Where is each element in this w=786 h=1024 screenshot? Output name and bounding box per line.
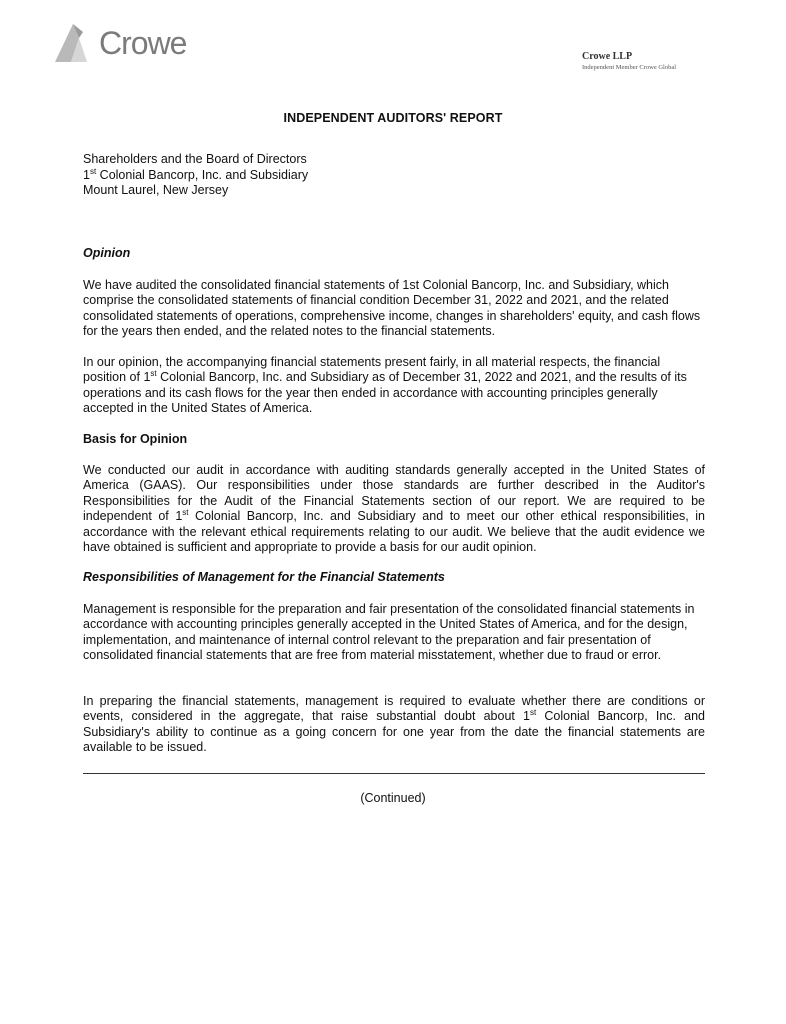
management-paragraph-2 (83, 694, 705, 756)
addressee-line-1: Shareholders and the Board of Directors (83, 152, 307, 166)
opinion-paragraph-1: We have audited the consolidated financial statements of 1st Colonial Bancorp, Inc. and Subsidiary, which comprise the consolidated statements of financial condition December 31, 2022 and 2021, and the related consolidated statements of operations, comprehensive income, changes in shareholders' equity, and cash flows for the years then ended, and the related notes to the financial statements. (83, 278, 701, 339)
management-section (83, 570, 705, 585)
addressee-line-2-num: 1 (83, 167, 90, 182)
management-paragraph-1: Management is responsible for the preparation and fair presentation of the consolidated financial statements in accordance with accounting principles generally accepted in the United States of America, and for the design, implementation, and maintenance of internal control relevant to the preparation and fair presentation of consolidated financial statements that are free from material misstatement, whether due to fraud or error. (83, 602, 695, 663)
management-heading: Responsibilities of Management for the Financial Statements (83, 570, 445, 584)
opinion-p2-b: Colonial Bancorp, Inc. and Subsidiary as of December 31, 2022 and 2021, and the results of its operations and its cash flows for the year then ended in accordance with accounting principles generally accepted in the United States of America. (83, 370, 687, 416)
basis-heading: Basis for Opinion (83, 432, 188, 446)
opinion-heading: Opinion (83, 246, 131, 260)
addressee (83, 152, 308, 199)
basis-p-a: We conducted our audit in accordance with auditing standards generally accepted in the United States of America (GAAS). Our responsibilities under those standards are further described in the Auditor's Responsibilities for the Audit of the Financial Statements section of our report. We are required to be independent of 1 (83, 463, 705, 524)
logo-wordmark: Crowe (99, 25, 187, 61)
management-p2-sup: st (529, 708, 537, 718)
crowe-logo-icon (53, 20, 99, 64)
continued-note: (Continued) (360, 791, 426, 805)
basis-paragraph (83, 463, 705, 555)
firm-name: Crowe LLP (582, 51, 633, 62)
footer-divider (83, 773, 705, 774)
management-p2-a: In preparing the financial statements, management is required to evaluate whether there are conditions or events, considered in the aggregate, that raise substantial doubt about 1 (83, 694, 705, 724)
basis-section (83, 432, 705, 447)
addressee-line-2 (83, 168, 308, 184)
opinion-paragraph-2 (83, 355, 705, 417)
management-p2-b: Colonial Bancorp, Inc. and Subsidiary's ability to continue as a going concern for one year from the date the financial statements are available to be issued. (83, 709, 705, 755)
addressee-line-2-sup: st (89, 166, 97, 176)
addressee-line-3: Mount Laurel, New Jersey (83, 183, 229, 197)
opinion-p2-a: In our opinion, the accompanying financial statements present fairly, in all material respects, the financial position of 1 (83, 355, 661, 385)
opinion-section (83, 246, 705, 261)
basis-p-b: Colonial Bancorp, Inc. and Subsidiary and to meet our other ethical responsibilities, in accordance with the relevant ethical requirements relating to our audit. We believe that the audit evidence we have obtained is sufficient and appropriate to provide a basis for our audit opinion. (83, 509, 706, 555)
opinion-p2-sup: st (150, 369, 157, 379)
firm-subtitle: Independent Member Crowe Global (582, 64, 677, 71)
crowe-logo (53, 20, 203, 64)
basis-p-sup: st (182, 508, 189, 518)
report-title: INDEPENDENT AUDITORS' REPORT (283, 111, 503, 125)
firm-info (582, 51, 676, 72)
addressee-line-2-rest: Colonial Bancorp, Inc. and Subsidiary (96, 167, 309, 182)
